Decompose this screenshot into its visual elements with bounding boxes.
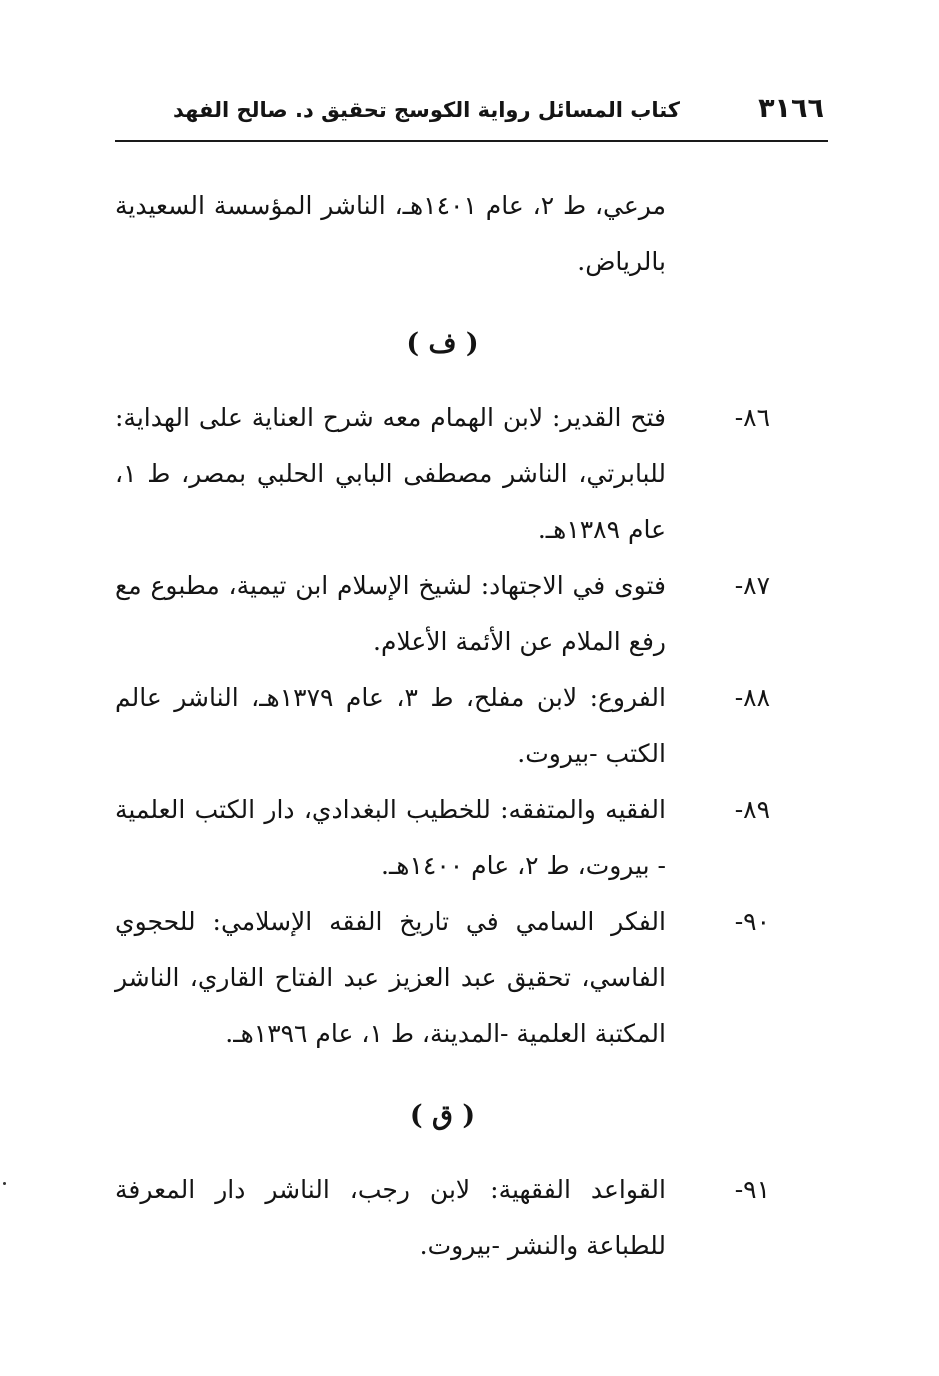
entry-number: ٩١- (734, 1175, 770, 1204)
bibliography-entry (115, 670, 770, 782)
bibliography-entry (115, 1162, 770, 1274)
entry-number: ٨٧- (734, 571, 770, 600)
page-body (115, 178, 770, 1274)
bibliography-entry (115, 558, 770, 670)
bibliography-entry (115, 390, 770, 558)
intro-continuation: مرعي، ط ٢، عام ١٤٠١هـ، الناشر المؤسسة السعيدية بالرياض. (115, 191, 666, 276)
entry-text: الفروع: لابن مفلح، ط ٣، عام ١٣٧٩هـ، الناشر عالم الكتب -بيروت. (115, 683, 666, 768)
entry-number: ٩٠- (734, 907, 770, 936)
header-divider (115, 140, 828, 142)
running-title: كتاب المسائل رواية الكوسج تحقيق د. صالح الفهد (173, 98, 680, 122)
entry-text: فتح القدير: لابن الهمام معه شرح العناية على الهداية: للبابرتي، الناشر مصطفى البابي الحلبي بمصر، ط ١، عام ١٣٨٩هـ. (115, 403, 666, 544)
scan-speck (3, 1182, 6, 1185)
entry-text: فتوى في الاجتهاد: لشيخ الإسلام ابن تيمية، مطبوع مع رفع الملام عن الأئمة الأعلام. (115, 571, 666, 656)
bibliography-entry (115, 894, 770, 1062)
entry-text: الفكر السامي في تاريخ الفقه الإسلامي: للحجوي الفاسي، تحقيق عبد العزيز عبد الفتاح القاري، الناشر المكتبة العلمية -المدينة، ط ١، عام ١٣٩٦هـ. (115, 907, 666, 1048)
section-heading-fa: ( ف ) (406, 328, 479, 359)
page-number: ٣١٦٦ (758, 93, 824, 124)
entry-text: الفقيه والمتفقه: للخطيب البغدادي، دار الكتب العلمية - بيروت، ط ٢، عام ١٤٠٠هـ. (115, 795, 666, 880)
entry-text: القواعد الفقهية: لابن رجب، الناشر دار المعرفة للطباعة والنشر -بيروت. (115, 1175, 666, 1260)
page-header (115, 92, 830, 132)
entry-number: ٨٦- (734, 403, 770, 432)
section-heading-qaf: ( ق ) (409, 1100, 476, 1131)
bibliography-entry (115, 782, 770, 894)
entry-number: ٨٩- (734, 795, 770, 824)
entry-number: ٨٨- (734, 683, 770, 712)
